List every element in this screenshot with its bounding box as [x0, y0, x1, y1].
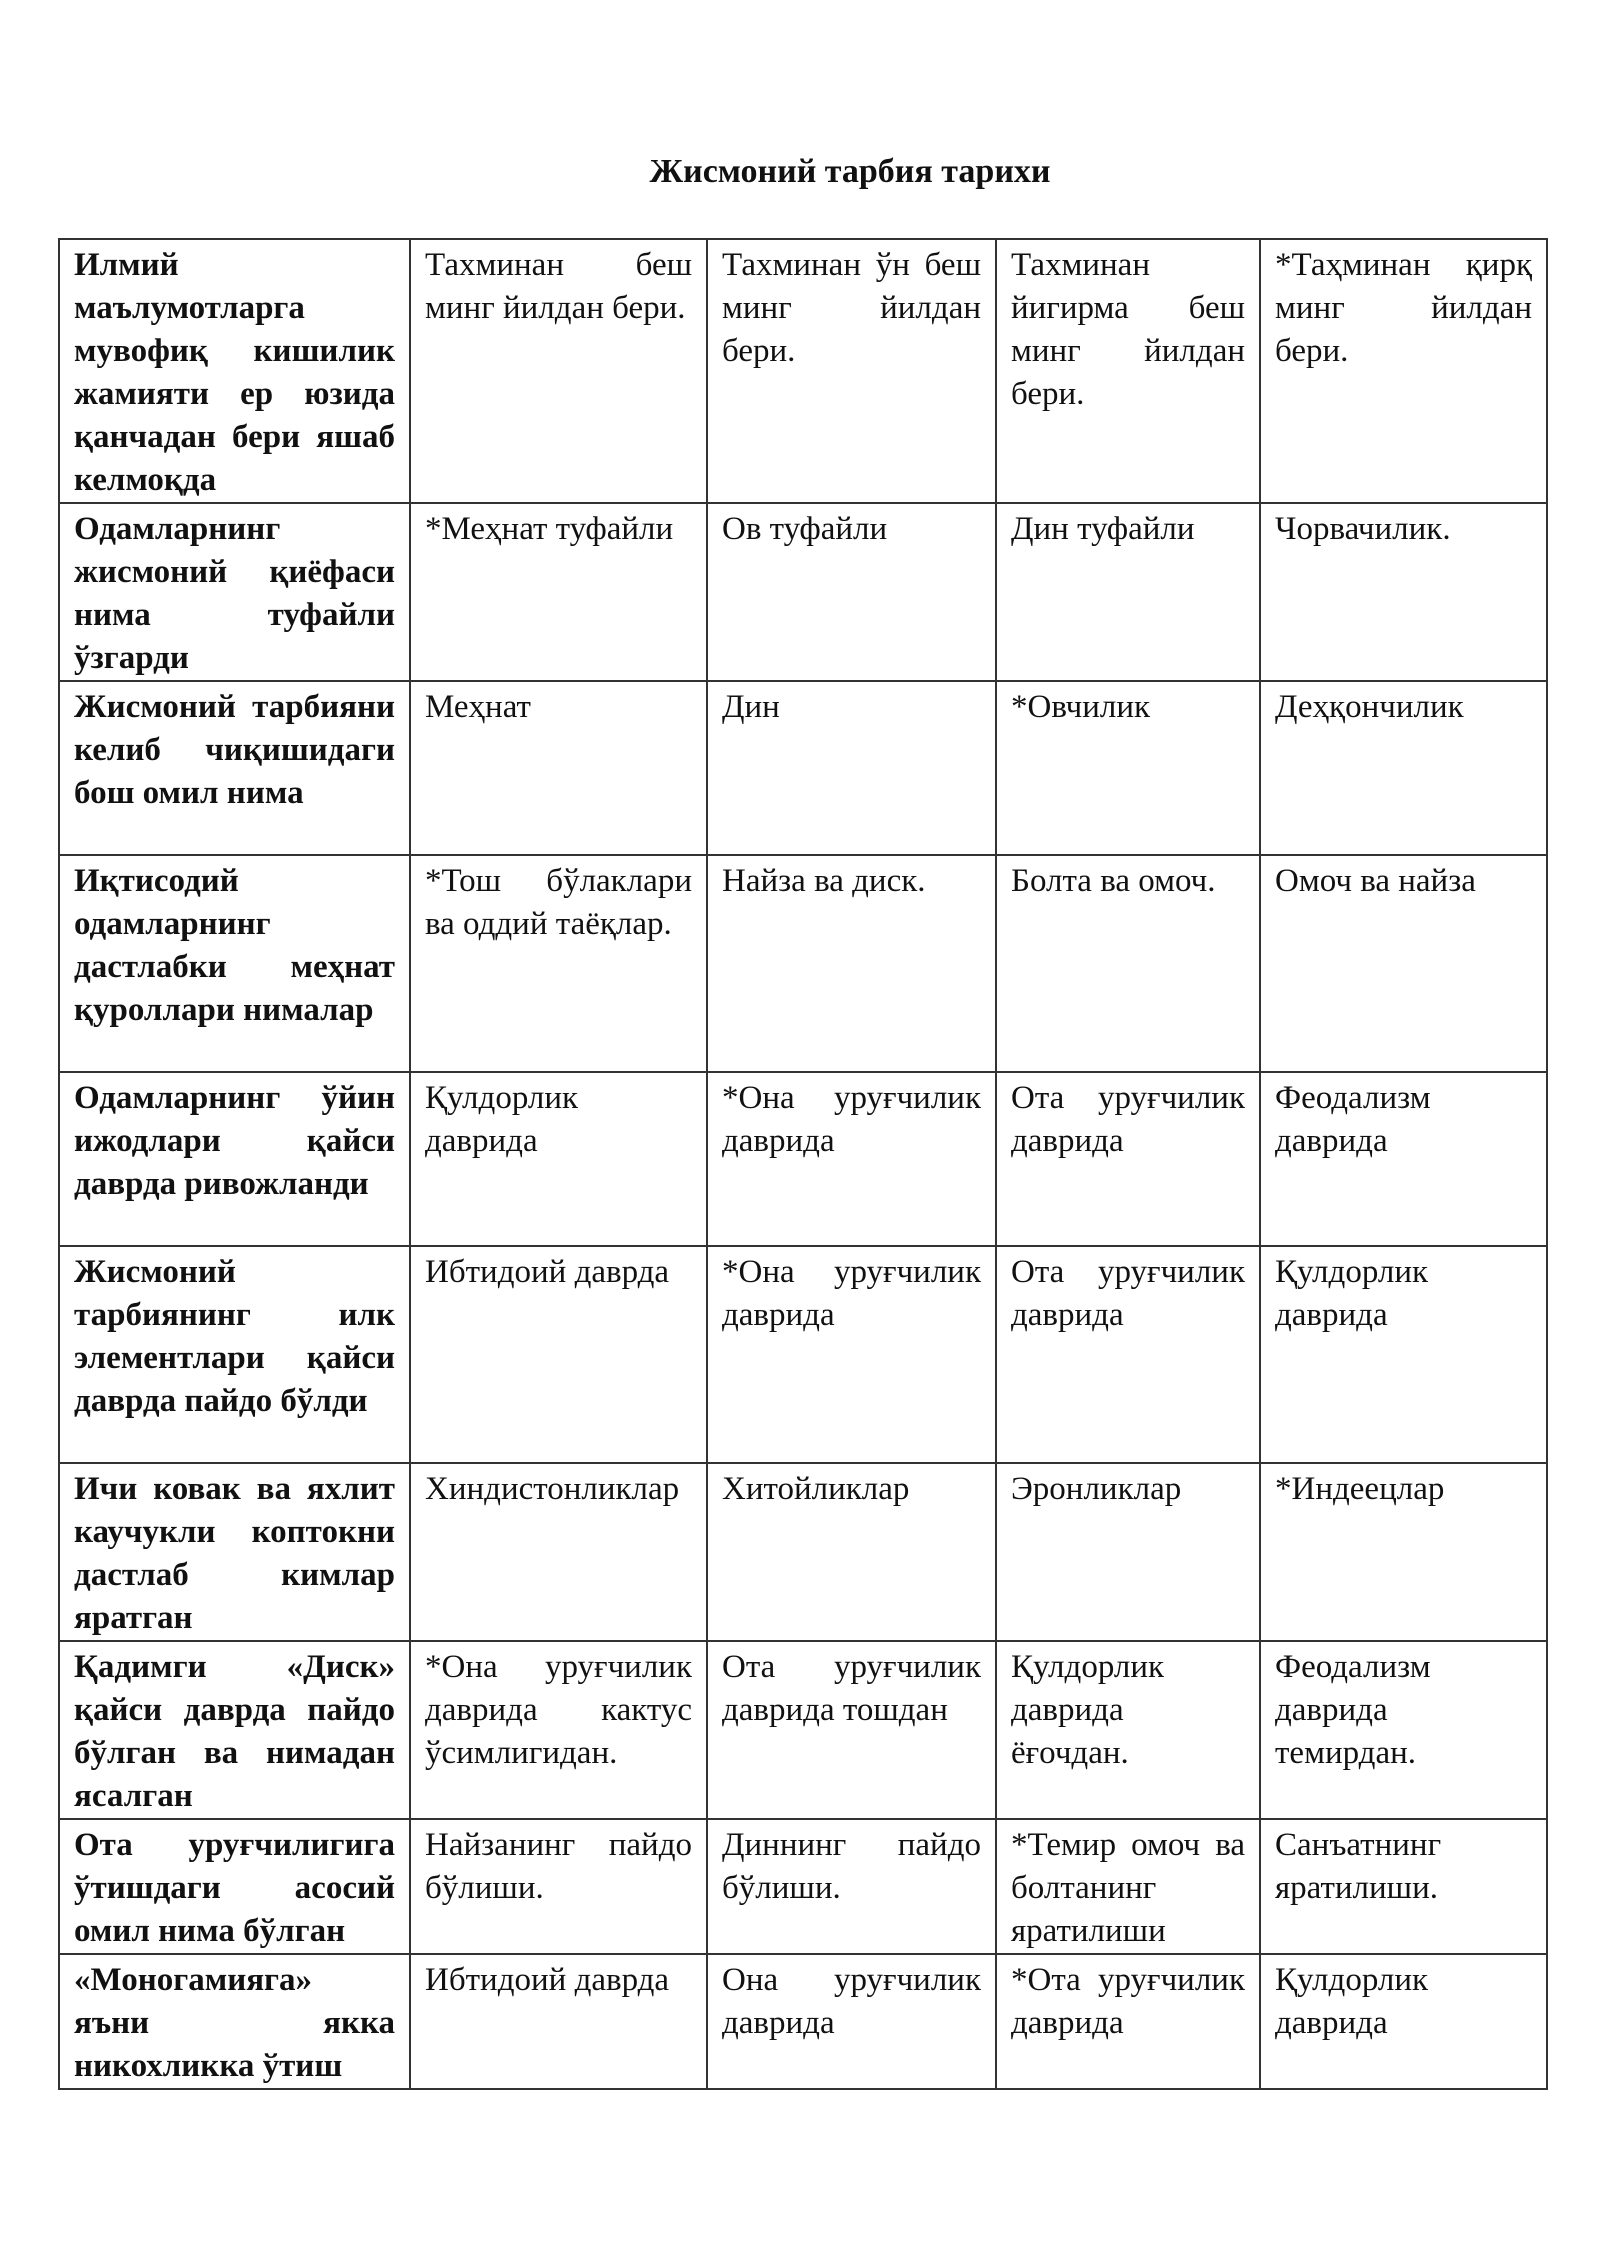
- answer-cell: *Ота уруғчилик даврида: [996, 1954, 1260, 2089]
- answer-cell: *Меҳнат туфайли: [410, 503, 707, 681]
- table-row: [59, 681, 1547, 855]
- answer-cell: *Она уруғчилик даврида кактус ўсимлигидан.: [410, 1641, 707, 1819]
- answer-cell: Тахминан ўн беш минг йилдан бери.: [707, 239, 996, 503]
- answer-cell: Феодализм даврида темирдан.: [1260, 1641, 1547, 1819]
- answer-cell: Дин: [707, 681, 996, 855]
- answer-cell: Тахминан беш минг йилдан бери.: [410, 239, 707, 503]
- answer-cell: Хиндистонликлар: [410, 1463, 707, 1641]
- table-row: [59, 1641, 1547, 1819]
- page-title: Жисмоний тарбия тарихи: [649, 153, 1051, 190]
- answer-cell: Меҳнат: [410, 681, 707, 855]
- question-cell: Одамларнинг ўйин ижодлари қайси даврда ривожланди: [59, 1072, 410, 1246]
- answer-cell: Дин туфайли: [996, 503, 1260, 681]
- answer-cell: Ибтидоий даврда: [410, 1246, 707, 1463]
- answer-cell: *Овчилик: [996, 681, 1260, 855]
- table-row: [59, 855, 1547, 1072]
- answer-cell: Қулдорлик даврида: [1260, 1954, 1547, 2089]
- answer-cell: Диннинг пайдо бўлиши.: [707, 1819, 996, 1954]
- answer-cell: Қулдорлик даврида: [410, 1072, 707, 1246]
- question-cell: Жисмоний тарбияни келиб чиқишидаги бош омил нима: [59, 681, 410, 855]
- answer-cell: Найзанинг пайдо бўлиши.: [410, 1819, 707, 1954]
- answer-cell: Ота уруғчилик даврида: [996, 1246, 1260, 1463]
- answer-cell: Чорвачилик.: [1260, 503, 1547, 681]
- answer-cell: Тахминан йигирма беш минг йилдан бери.: [996, 239, 1260, 503]
- answer-cell: Омоч ва найза: [1260, 855, 1547, 1072]
- table-row: [59, 503, 1547, 681]
- answer-cell: Санъатнинг яратилиши.: [1260, 1819, 1547, 1954]
- answer-cell: Болта ва омоч.: [996, 855, 1260, 1072]
- quiz-table: [58, 238, 1548, 2090]
- question-cell: Жисмоний тарбиянинг илк элементлари қайси даврда пайдо бўлди: [59, 1246, 410, 1463]
- answer-cell: *Тош бўлаклари ва оддий таёқлар.: [410, 855, 707, 1072]
- answer-cell: *Она уруғчилик даврида: [707, 1072, 996, 1246]
- answer-cell: Хитойликлар: [707, 1463, 996, 1641]
- answer-cell: Қулдорлик даврида: [1260, 1246, 1547, 1463]
- answer-cell: Она уруғчилик даврида: [707, 1954, 996, 2089]
- answer-cell: *Она уруғчилик даврида: [707, 1246, 996, 1463]
- answer-cell: *Индеецлар: [1260, 1463, 1547, 1641]
- answer-cell: Ибтидоий даврда: [410, 1954, 707, 2089]
- answer-cell: Ов туфайли: [707, 503, 996, 681]
- question-cell: Ота уруғчилигига ўтишдаги асосий омил нима бўлган: [59, 1819, 410, 1954]
- table-row: [59, 1246, 1547, 1463]
- answer-cell: Қулдорлик даврида ёғочдан.: [996, 1641, 1260, 1819]
- answer-cell: Ота уруғчилик даврида тошдан: [707, 1641, 996, 1819]
- table-row: [59, 1954, 1547, 2089]
- question-cell: Иқтисодий одамларнинг дастлабки меҳнат қуроллари нималар: [59, 855, 410, 1072]
- answer-cell: Ота уруғчилик даврида: [996, 1072, 1260, 1246]
- question-cell: Илмий маълумотларга мувофиқ кишилик жамияти ер юзида қанчадан бери яшаб келмоқда: [59, 239, 410, 503]
- table-row: [59, 1463, 1547, 1641]
- table-row: [59, 239, 1547, 503]
- question-cell: Одамларнинг жисмоний қиёфаси нима туфайли ўзгарди: [59, 503, 410, 681]
- question-cell: «Моногамияга» яъни якка никохликка ўтиш: [59, 1954, 410, 2089]
- answer-cell: *Темир омоч ва болтанинг яратилиши: [996, 1819, 1260, 1954]
- answer-cell: Феодализм даврида: [1260, 1072, 1547, 1246]
- table-row: [59, 1819, 1547, 1954]
- question-cell: Қадимги «Диск» қайси даврда пайдо бўлган ва нимадан ясалган: [59, 1641, 410, 1819]
- answer-cell: Найза ва диск.: [707, 855, 996, 1072]
- answer-cell: *Таҳминан қирқ минг йилдан бери.: [1260, 239, 1547, 503]
- answer-cell: Деҳқончилик: [1260, 681, 1547, 855]
- answer-cell: Эронликлар: [996, 1463, 1260, 1641]
- question-cell: Ичи ковак ва яхлит каучукли коптокни дастлаб кимлар яратган: [59, 1463, 410, 1641]
- table-row: [59, 1072, 1547, 1246]
